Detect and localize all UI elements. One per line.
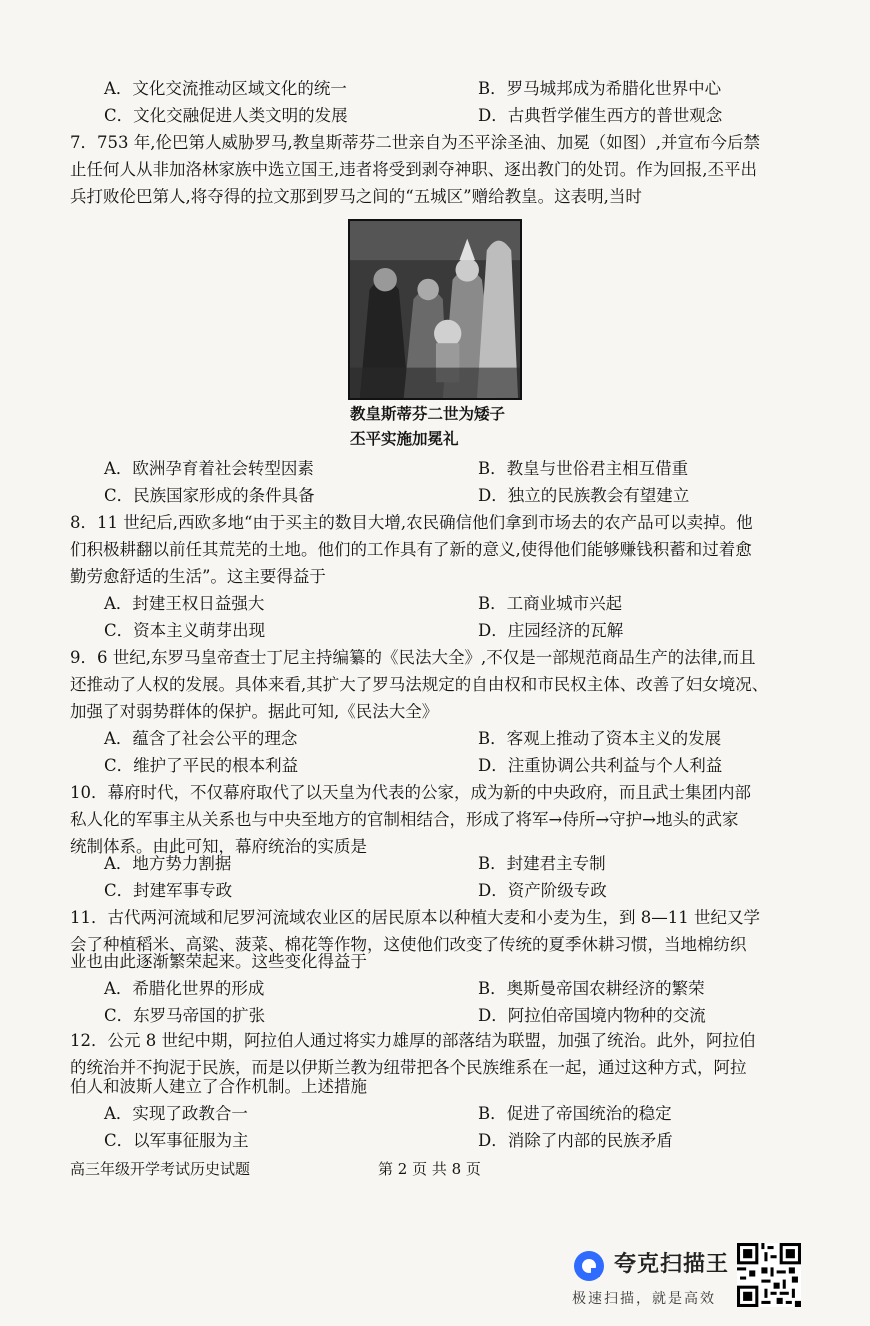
q10-option-b: B．封建君主专制 [478,854,606,873]
q11-option-d: D．阿拉伯帝国境内物种的交流 [478,1006,706,1025]
q12-option-c: C．以军事征服为主 [104,1131,249,1150]
quark-logo-icon [572,1249,606,1283]
q11-stem-line-2: 会了种植稻米、高粱、菠菜、棉花等作物，这使他们改变了传统的夏季休耕习惯，当地棉纺织 [70,935,747,954]
q12-option-a: A．实现了政教合一 [104,1104,248,1123]
scanner-watermark [572,1245,732,1315]
q6-option-b: B．罗马城邦成为希腊化世界中心 [478,79,722,98]
q10-option-a: A．地方势力割据 [104,854,232,873]
figure-caption-line-1: 教皇斯蒂芬二世为矮子 [350,404,506,423]
footer-page-number: 第 2 页 共 8 页 [378,1160,481,1178]
q9-stem-line-1: 9．6 世纪,东罗马皇帝查士丁尼主持编纂的《民法大全》,不仅是一部规范商品生产的法律,而且 [70,648,756,667]
coronation-illustration [348,219,522,400]
q12-stem-line-2: 的统治并不拘泥于民族，而是以伊斯兰教为纽带把各个民族维系在一起，通过这种方式，阿拉 [70,1058,747,1077]
scanner-slogan: 极速扫描，就是高效 [572,1291,716,1307]
q7-option-c: C．民族国家形成的条件具备 [104,486,315,505]
q7-stem-line-2: 止任何人从非加洛林家族中选立国王,违者将受到剥夺神职、逐出教门的处罚。作为回报,丕平出 [70,160,757,179]
q6-option-a: A．文化交流推动区域文化的统一 [104,79,347,98]
q11-stem-line-1: 11．古代两河流域和尼罗河流域农业区的居民原本以种植大麦和小麦为生，到 8—11 世纪又学 [70,908,760,927]
q10-stem-line-1: 10．幕府时代，不仅幕府取代了以天皇为代表的公家，成为新的中央政府，而且武士集团内部 [70,783,751,802]
q7-option-a: A．欧洲孕育着社会转型因素 [104,459,314,478]
q9-stem-line-3: 加强了对弱势群体的保护。据此可知,《民法大全》 [70,702,439,721]
q12-stem-line-3: 伯人和波斯人建立了合作机制。上述措施 [70,1077,367,1096]
q12-option-b: B．促进了帝国统治的稳定 [478,1104,672,1123]
q9-option-c: C．维护了平民的根本利益 [104,756,299,775]
q7-stem-line-1: 7．753 年,伦巴第人威胁罗马,教皇斯蒂芬二世亲自为丕平涂圣油、加冕（如图）,并宣布今后禁 [70,133,760,152]
q11-option-c: C．东罗马帝国的扩张 [104,1006,266,1025]
qr-code-icon [737,1243,801,1307]
q10-option-d: D．资产阶级专政 [478,881,607,900]
q7-option-d: D．独立的民族教会有望建立 [478,486,690,505]
footer-exam-title: 高三年级开学考试历史试题 [70,1160,251,1178]
q8-option-b: B．工商业城市兴起 [478,594,623,613]
q8-stem-line-3: 勤劳愈舒适的生活”。这主要得益于 [70,567,326,586]
q8-option-a: A．封建王权日益强大 [104,594,265,613]
q10-option-c: C．封建军事专政 [104,881,233,900]
q6-option-d: D．古典哲学催生西方的普世观念 [478,106,723,125]
q9-option-b: B．客观上推动了资本主义的发展 [478,729,722,748]
q12-option-d: D．消除了内部的民族矛盾 [478,1131,673,1150]
q8-stem-line-1: 8．11 世纪后,西欧多地“由于买主的数目大增,农民确信他们拿到市场去的农产品可以卖掉。他 [70,513,753,532]
q8-option-d: D．庄园经济的瓦解 [478,621,624,640]
q7-stem-line-3: 兵打败伦巴第人,将夺得的拉文那到罗马之间的“五城区”赠给教皇。这表明,当时 [70,187,642,206]
q10-stem-line-3: 统制体系。由此可知，幕府统治的实质是 [70,837,367,856]
q8-option-c: C．资本主义萌芽出现 [104,621,266,640]
figure-caption-line-2: 丕平实施加冕礼 [350,429,459,448]
q11-stem-line-3: 业也由此逐渐繁荣起来。这些变化得益于 [70,952,367,971]
q7-option-b: B．教皇与世俗君主相互借重 [478,459,689,478]
q10-stem-line-2: 私人化的军事主从关系也与中央至地方的官制相结合，形成了将军→侍所→守护→地头的武家 [70,810,739,829]
q11-option-a: A．希腊化世界的形成 [104,979,265,998]
q9-stem-line-2: 还推动了人权的发展。具体来看,其扩大了罗马法规定的自由权和市民权主体、改善了妇女境况、 [70,675,769,694]
q12-stem-line-1: 12．公元 8 世纪中期，阿拉伯人通过将实力雄厚的部落结为联盟，加强了统治。此外，阿拉伯 [70,1031,756,1050]
q6-option-c: C．文化交融促进人类文明的发展 [104,106,348,125]
q8-stem-line-2: 们积极耕翻以前任其荒芜的土地。他们的工作具有了新的意义,使得他们能够赚钱积蓄和过着愈 [70,540,752,559]
scanner-brand-name: 夸克扫描王 [614,1252,730,1277]
q11-option-b: B．奥斯曼帝国农耕经济的繁荣 [478,979,705,998]
q9-option-a: A．蕴含了社会公平的理念 [104,729,298,748]
coronation-picture [350,221,520,398]
q9-option-d: D．注重协调公共利益与个人利益 [478,756,723,775]
